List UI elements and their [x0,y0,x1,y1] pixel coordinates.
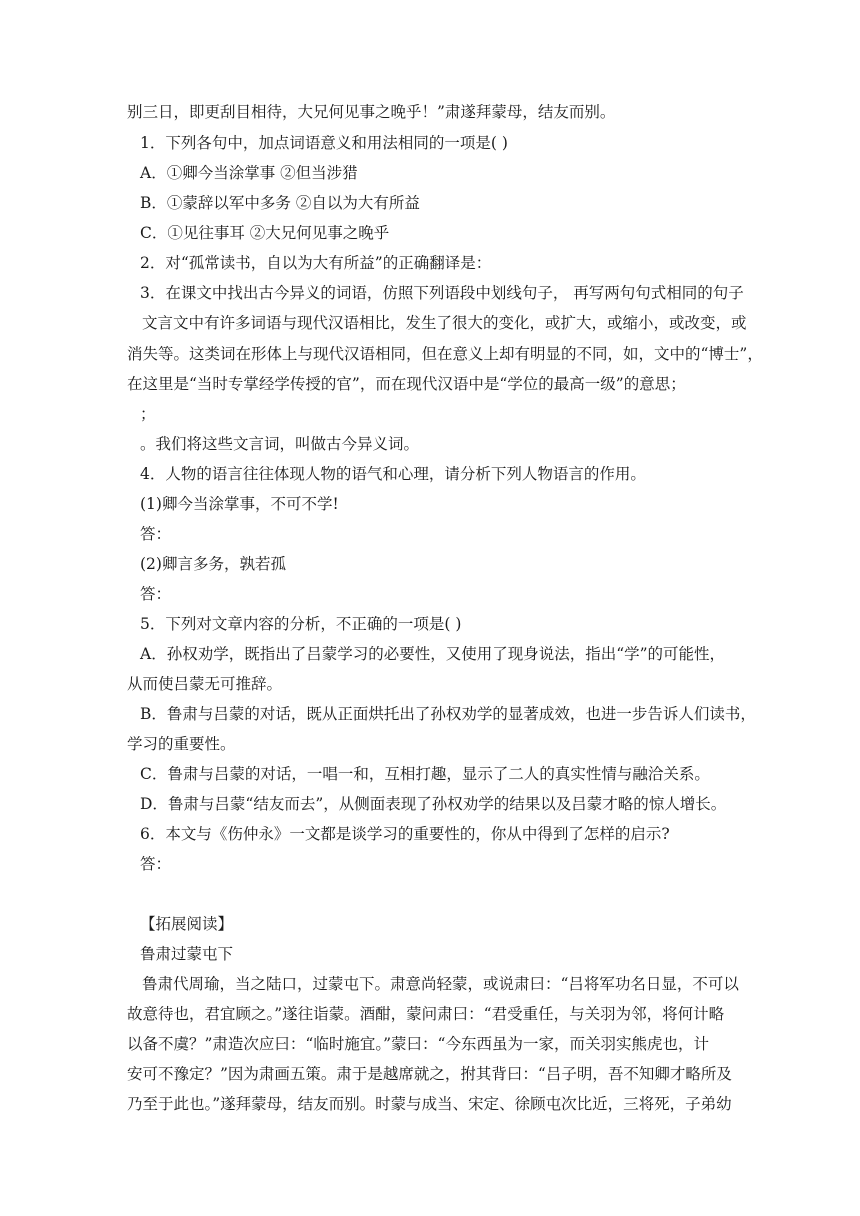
passage-line: 故意待也，君宜顾之。”遂往诣蒙。酒酣，蒙问肃曰：“君受重任，与关羽为邻，将何计略 [127,1005,725,1023]
sub-question-2: (2)卿言多务，孰若孤 [140,555,286,573]
passage-line: 以备不虞？”肃造次应曰：“临时施宜。”蒙曰：“今东西虽为一家，而关羽实熊虎也，计 [127,1035,709,1053]
option-b: B．鲁肃与吕蒙的对话，既从正面烘托出了孙权劝学的显著成效，也进一步告诉人们读书， [140,705,756,723]
passage-line: 乃至于此也。”遂拜蒙母，结友而别。时蒙与成当、宋定、徐顾屯次比近，三将死，子弟幼 [127,1095,732,1113]
option-c: C．①见往事耳 ②大兄何见事之晚乎 [140,224,390,242]
section-heading: 【拓展阅读】 [140,915,234,933]
question-3: 3．在课文中找出古今异义的词语，仿照下列语段中划线句子， 再写两句句式相同的句子 [140,284,744,302]
passage-line: 安可不豫定？”因为肃画五策。肃于是越席就之，拊其背曰：“吕子明，吾不知卿才略所及 [127,1065,732,1083]
text-line: 文言文中有许多词语与现代汉语相比，发生了很大的变化，或扩大，或缩小，或改变，或 [142,314,747,332]
option-d: D．鲁肃与吕蒙“结友而去”，从侧面表现了孙权劝学的结果以及吕蒙才略的惊人增长。 [140,795,727,813]
question-5: 5．下列对文章内容的分析，不正确的一项是( ) [140,615,462,633]
text-line: 在这里是“当时专掌经学传授的官”，而在现代汉语中是“学位的最高一级”的意思； [127,375,686,393]
text-line: 从而使吕蒙无可推辞。 [127,675,283,693]
option-a: A．孙权劝学，既指出了吕蒙学习的必要性，又使用了现身说法，指出“学”的可能性， [140,645,726,663]
option-b: B．①蒙辞以军中多务 ②自以为大有所益 [140,194,420,212]
text-line: 学习的重要性。 [127,735,236,753]
answer-label: 答： [140,585,172,603]
text-line: ； [140,405,156,423]
question-6: 6．本文与《伤仲永》一文都是谈学习的重要性的，你从中得到了怎样的启示? [140,825,670,843]
question-4: 4．人物的语言往往体现人物的语气和心理，请分析下列人物语言的作用。 [140,465,646,483]
answer-label: 答： [140,525,172,543]
text-line: 。我们将这些文言词，叫做古今异义词。 [140,435,420,453]
answer-label: 答： [140,855,172,873]
text-line: 别三日，即更刮目相待，大兄何见事之晚乎！”肃遂拜蒙母，结友而别。 [127,103,616,121]
option-a: A．①卿今当涂掌事 ②但当涉猎 [140,164,358,182]
option-c: C．鲁肃与吕蒙的对话，一唱一和，互相打趣，显示了二人的真实性情与融洽关系。 [140,765,710,783]
sub-question-1: (1)卿今当涂掌事，不可不学! [140,495,339,513]
question-2: 2．对“孤常读书，自以为大有所益”的正确翻译是： [140,254,492,272]
question-1: 1．下列各句中，加点词语意义和用法相同的一项是( ) [140,134,508,152]
passage-line: 鲁肃代周瑜，当之陆口，过蒙屯下。肃意尚轻蒙，或说肃曰：“吕将军功名日显，不可以 [142,975,739,993]
text-line: 消失等。这类词在形体上与现代汉语相同，但在意义上却有明显的不同，如，文中的“博士”， [127,345,763,363]
passage-title: 鲁肃过蒙屯下 [140,945,234,963]
